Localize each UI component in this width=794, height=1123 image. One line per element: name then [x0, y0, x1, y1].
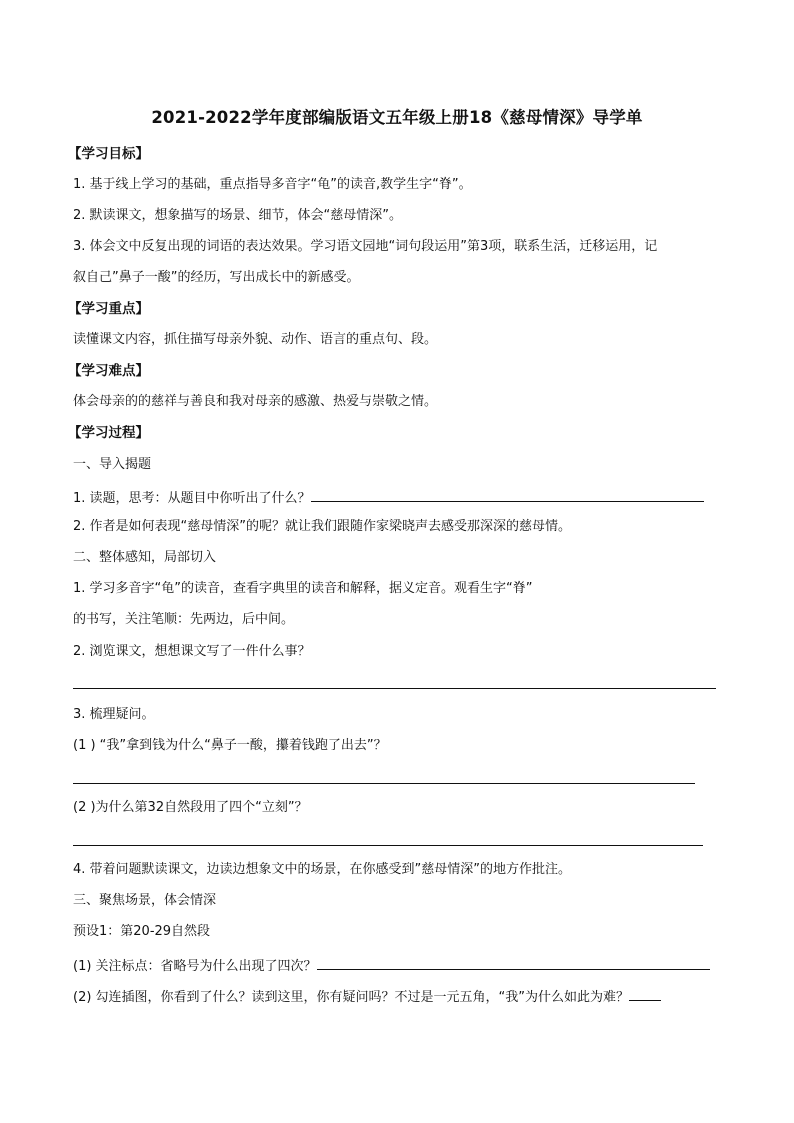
part3-question-2: [73, 986, 661, 1007]
part2-question-2: 2. 浏览课文，想想课文写了一件什么事？: [73, 644, 311, 659]
answer-line[interactable]: [73, 845, 703, 846]
part1-question-1-text: 1. 读题，思考：从题目中你听出了什么？: [73, 491, 311, 506]
answer-line[interactable]: [73, 783, 695, 784]
answer-blank[interactable]: [311, 487, 704, 502]
goal-item-3-line1: 3. 体会文中反复出现的词语的表达效果。学习语文园地“词句段运用”第3项，联系生活，迁移运用，记: [73, 239, 658, 254]
part2-question-3: 3. 梳理疑问。: [73, 707, 155, 722]
part1-question-2: 2. 作者是如何表现“慈母情深”的呢？就让我们跟随作家梁晓声去感受那深深的慈母情。: [73, 519, 572, 534]
page-title: 2021-2022学年度部编版语文五年级上册18《慈母情深》导学单: [151, 108, 643, 127]
part1-question-1: [73, 487, 704, 508]
part2-question-3-sub2: (2 )为什么第32自然段用了四个“立刻”？: [73, 800, 308, 815]
goal-item-1: 1. 基于线上学习的基础，重点指导多音字“龟”的读音,教学生字“脊”。: [73, 177, 472, 192]
part2-question-3-sub1: (1 ) “我”拿到钱为什么“鼻子一酸，攥着钱跑了出去”？: [73, 738, 387, 753]
difficulty-text: 体会母亲的的慈祥与善良和我对母亲的感激、热爱与崇敬之情。: [73, 394, 438, 409]
answer-blank[interactable]: [629, 986, 661, 1001]
key-points-text: 读懂课文内容，抓住描写母亲外貌、动作、语言的重点句、段。: [73, 332, 438, 347]
part3-question-1: [73, 955, 710, 976]
goal-item-3-line2: 叙自己”鼻子一酸”的经历，写出成长中的新感受。: [73, 270, 360, 285]
goal-item-2: 2. 默读课文，想象描写的场景、细节，体会“慈母情深”。: [73, 208, 403, 223]
part1-heading: 一、导入揭题: [73, 457, 152, 472]
part2-question-1-line1: 1. 学习多音字“龟”的读音，查看字典里的读音和解释，据义定音。观看生字“脊”: [73, 581, 533, 596]
part2-question-1-line2: 的书写，关注笔顺：先两边，后中间。: [73, 612, 295, 627]
part3-question-1-text: (1) 关注标点：省略号为什么出现了四次？: [73, 959, 317, 974]
process-heading: 【学习过程】: [68, 425, 149, 441]
preset-1-label: 预设1：第20-29自然段: [73, 924, 211, 939]
part3-heading: 三、聚焦场景，体会情深: [73, 893, 217, 908]
key-points-heading: 【学习重点】: [68, 301, 149, 317]
part2-heading: 二、整体感知，局部切入: [73, 550, 217, 565]
part2-question-4: 4. 带着问题默读课文，边读边想象文中的场景，在你感受到”慈母情深”的地方作批注。: [73, 862, 572, 877]
difficulty-heading: 【学习难点】: [68, 363, 149, 379]
answer-line[interactable]: [73, 688, 716, 689]
goals-heading: 【学习目标】: [68, 146, 149, 162]
part3-question-2-text: (2) 勾连插图，你看到了什么？读到这里，你有疑问吗？不过是一元五角，“我”为什么如此为难？: [73, 990, 630, 1005]
answer-blank[interactable]: [317, 955, 710, 970]
